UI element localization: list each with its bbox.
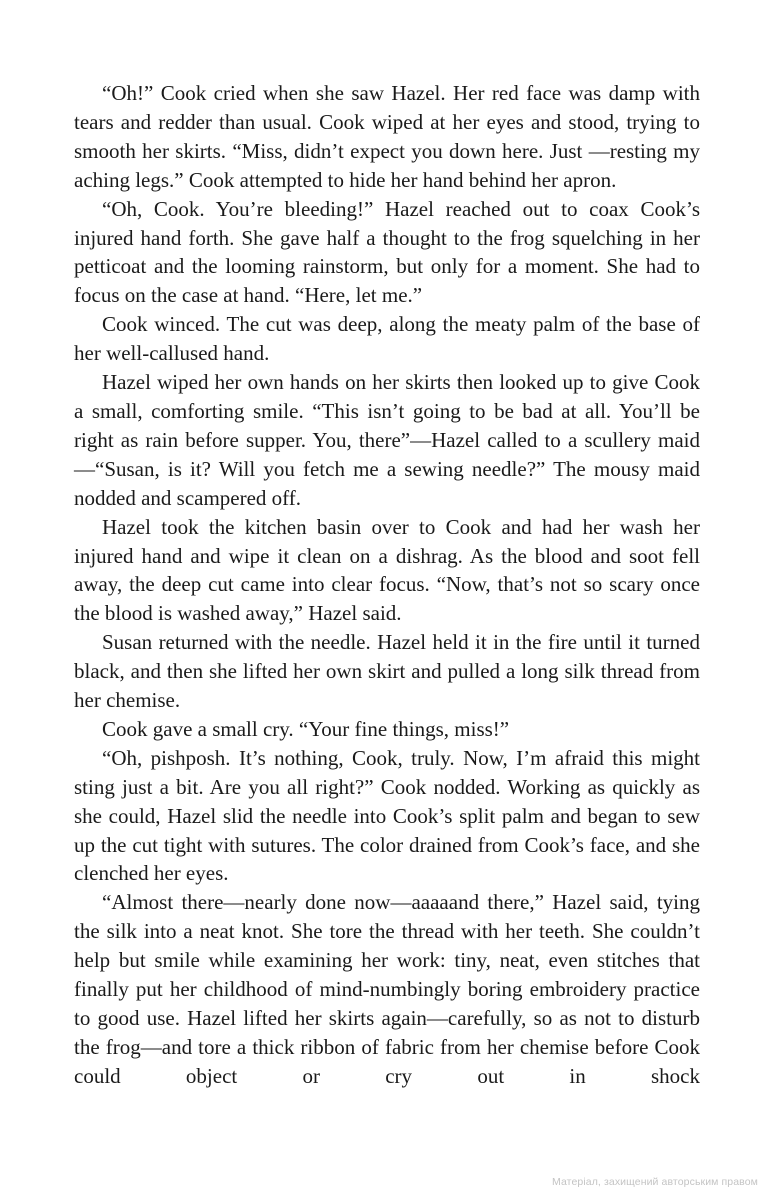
paragraph-susan-returned: Susan returned with the needle. Hazel held it in the fire until it turned black, and then she lifted her own skirt and pulled a long silk thread from her chemise. bbox=[74, 630, 700, 713]
paragraph-cook-winced: Cook winced. The cut was deep, along the meaty palm of the base of her well-callused hand. bbox=[74, 312, 700, 366]
copyright-watermark: Матеріал, захищений авторським правом bbox=[551, 1176, 758, 1188]
paragraph-pishposh: “Oh, pishposh. It’s nothing, Cook, truly. Now, I’m afraid this might sting just a bit. Are you all right?” Cook nodded. Working as quickly as she could, Hazel slid the needle into Cook’s split palm and began to sew up the cut tight with sutures. The color drained from Cook’s face, and she clenched her eyes. bbox=[74, 745, 700, 886]
paragraph-almost-there: “Almost there—nearly done now—aaaaand there,” Hazel said, tying the silk into a neat knot. She tore the thread with her teeth. She couldn’t help but smile while examining her work: tiny, neat, even stitches that finally put her childhood of mind-numbingly boring embroidery practice to good use. Hazel lifted her skirts again—carefully, so as not to disturb the frog—and tore a thick ribbon of fabric from her chemise before Cook could object or cry out in shock bbox=[74, 890, 700, 1088]
paragraph-cook-bleeding: “Oh, Cook. You’re bleeding!” Hazel reached out to coax Cook’s injured hand forth. She gave half a thought to the frog squelching in her petticoat and the looming rainstorm, but only for a moment. She had to focus on the case at hand. “Here, let me.” bbox=[74, 196, 700, 308]
paragraph-kitchen-basin: Hazel took the kitchen basin over to Cook and had her wash her injured hand and wipe it clean on a dishrag. As the blood and soot fell away, the deep cut came into clear focus. “Now, that’s not so scary once the blood is washed away,” Hazel said. bbox=[74, 514, 700, 626]
paragraph-fine-things: Cook gave a small cry. “Your fine things, miss!” bbox=[102, 716, 510, 741]
paragraph-hazel-smile: Hazel wiped her own hands on her skirts then looked up to give Cook a small, comforting smile. “This isn’t going to be bad at all. You’ll be right as rain before supper. You, there”—Hazel called to a scullery maid—“Susan, is it? Will you fetch me a sewing needle?” The mousy maid nodded and scampered off. bbox=[74, 370, 700, 510]
book-page-body bbox=[74, 79, 700, 1091]
paragraph-cook-cried: “Oh!” Cook cried when she saw Hazel. Her red face was damp with tears and redder than usual. Cook wiped at her eyes and stood, trying to smooth her skirts. “Miss, didn’t expect you down here. Just —resting my aching legs.” Cook attempted to hide her hand behind her apron. bbox=[74, 81, 700, 192]
